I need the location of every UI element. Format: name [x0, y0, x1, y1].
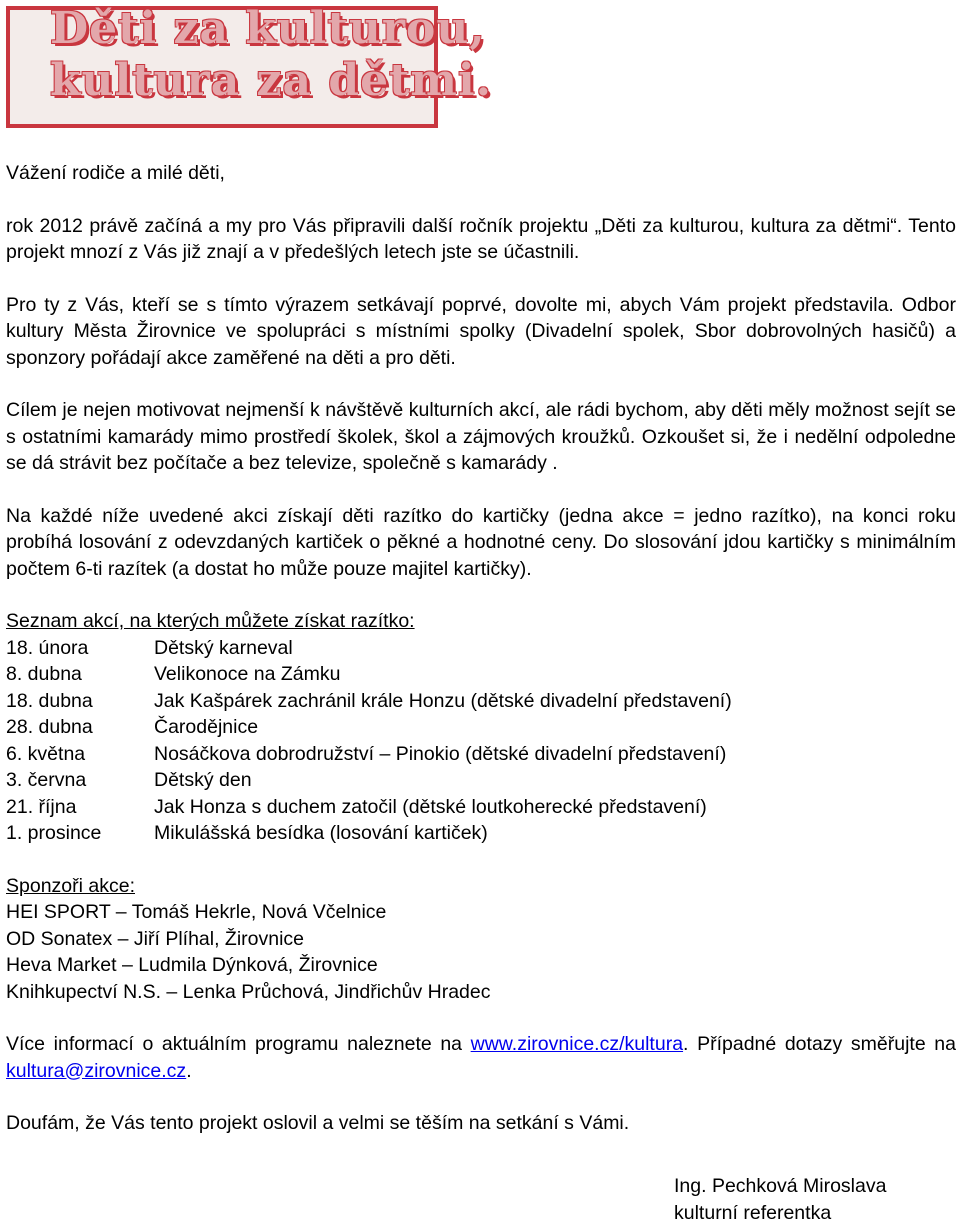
event-name: Dětský karneval	[154, 635, 293, 662]
event-date: 6. května	[6, 741, 154, 768]
logo-text-line-2: kultura za dětmi.	[50, 68, 492, 95]
event-item	[6, 741, 956, 768]
event-date: 18. dubna	[6, 688, 154, 715]
info-paragraph	[6, 1031, 956, 1084]
event-date: 21. října	[6, 794, 154, 821]
sponsors-list	[6, 899, 956, 1005]
logo-text-line-1: Děti za kulturou,	[50, 16, 486, 43]
greeting: Vážení rodiče a milé děti,	[6, 160, 956, 187]
letter-body	[6, 160, 956, 1137]
sponsor-item: OD Sonatex – Jiří Plíhal, Žirovnice	[6, 926, 956, 953]
sponsors-heading: Sponzoři akce:	[6, 873, 956, 900]
event-name: Jak Kašpárek zachránil krále Honzu (dětské divadelní představení)	[154, 688, 732, 715]
info-text: .	[186, 1060, 191, 1082]
signature-name: Ing. Pechková Miroslava	[674, 1173, 886, 1200]
signature-role: kulturní referentka	[674, 1200, 886, 1226]
sponsor-item: Heva Market – Ludmila Dýnková, Žirovnice	[6, 952, 956, 979]
event-item	[6, 714, 956, 741]
sponsor-item: HEI SPORT – Tomáš Hekrle, Nová Včelnice	[6, 899, 956, 926]
events-list	[6, 635, 956, 847]
event-name: Čarodějnice	[154, 714, 258, 741]
intro-paragraph: rok 2012 právě začíná a my pro Vás připravili další ročník projektu „Děti za kulturou, kultura za dětmi“. Tento projekt mnozí z Vás již znají a v předešlých letech jste se účastnili.	[6, 213, 956, 266]
event-name: Nosáčkova dobrodružství – Pinokio (dětské divadelní představení)	[154, 741, 726, 768]
events-heading: Seznam akcí, na kterých můžete získat razítko:	[6, 608, 956, 635]
logo-panel	[10, 10, 434, 124]
project-logo	[6, 6, 438, 128]
info-text: Více informací o aktuálním programu naleznete na	[6, 1033, 471, 1055]
stamp-rules-paragraph: Na každé níže uvedené akci získají děti razítko do kartičky (jedna akce = jedno razítko), na konci roku probíhá losování z odevzdaných kartiček o pěkné a hodnotné ceny. Do slosování jdou kartičky s minimálním počtem 6-ti razítek (a dostat ho může pouze majitel kartičky).	[6, 503, 956, 583]
email-link[interactable]: kultura@zirovnice.cz	[6, 1060, 186, 1082]
event-item	[6, 820, 956, 847]
event-name: Dětský den	[154, 767, 252, 794]
event-item	[6, 794, 956, 821]
event-item	[6, 661, 956, 688]
event-date: 1. prosince	[6, 820, 154, 847]
signature-block	[674, 1173, 886, 1226]
event-date: 18. února	[6, 635, 154, 662]
event-name: Jak Honza s duchem zatočil (dětské loutkoherecké představení)	[154, 794, 707, 821]
event-date: 8. dubna	[6, 661, 154, 688]
info-text: . Případné dotazy směřujte na	[683, 1033, 956, 1055]
event-date: 28. dubna	[6, 714, 154, 741]
sponsor-item: Knihkupectví N.S. – Lenka Průchová, Jindřichův Hradec	[6, 979, 956, 1006]
website-link[interactable]: www.zirovnice.cz/kultura	[471, 1033, 683, 1055]
event-date: 3. června	[6, 767, 154, 794]
event-item	[6, 635, 956, 662]
project-description-paragraph: Pro ty z Vás, kteří se s tímto výrazem setkávají poprvé, dovolte mi, abych Vám projekt představila. Odbor kultury Města Žirovnice ve spolupráci s místními spolky (Divadelní spolek, Sbor dobrovolných hasičů) a sponzory pořádají akce zaměřené na děti a pro děti.	[6, 292, 956, 372]
event-name: Velikonoce na Zámku	[154, 661, 340, 688]
event-name: Mikulášská besídka (losování kartiček)	[154, 820, 488, 847]
goal-paragraph: Cílem je nejen motivovat nejmenší k návštěvě kulturních akcí, ale rádi bychom, aby děti měly možnost sejít se s ostatními kamarády mimo prostředí školek, škol a zájmových kroužků. Ozkoušet si, že i nedělní odpoledne se dá strávit bez počítače a bez televize, společně s kamarády .	[6, 397, 956, 477]
closing-sentence: Doufám, že Vás tento projekt oslovil a velmi se těším na setkání s Vámi.	[6, 1110, 956, 1137]
event-item	[6, 688, 956, 715]
event-item	[6, 767, 956, 794]
